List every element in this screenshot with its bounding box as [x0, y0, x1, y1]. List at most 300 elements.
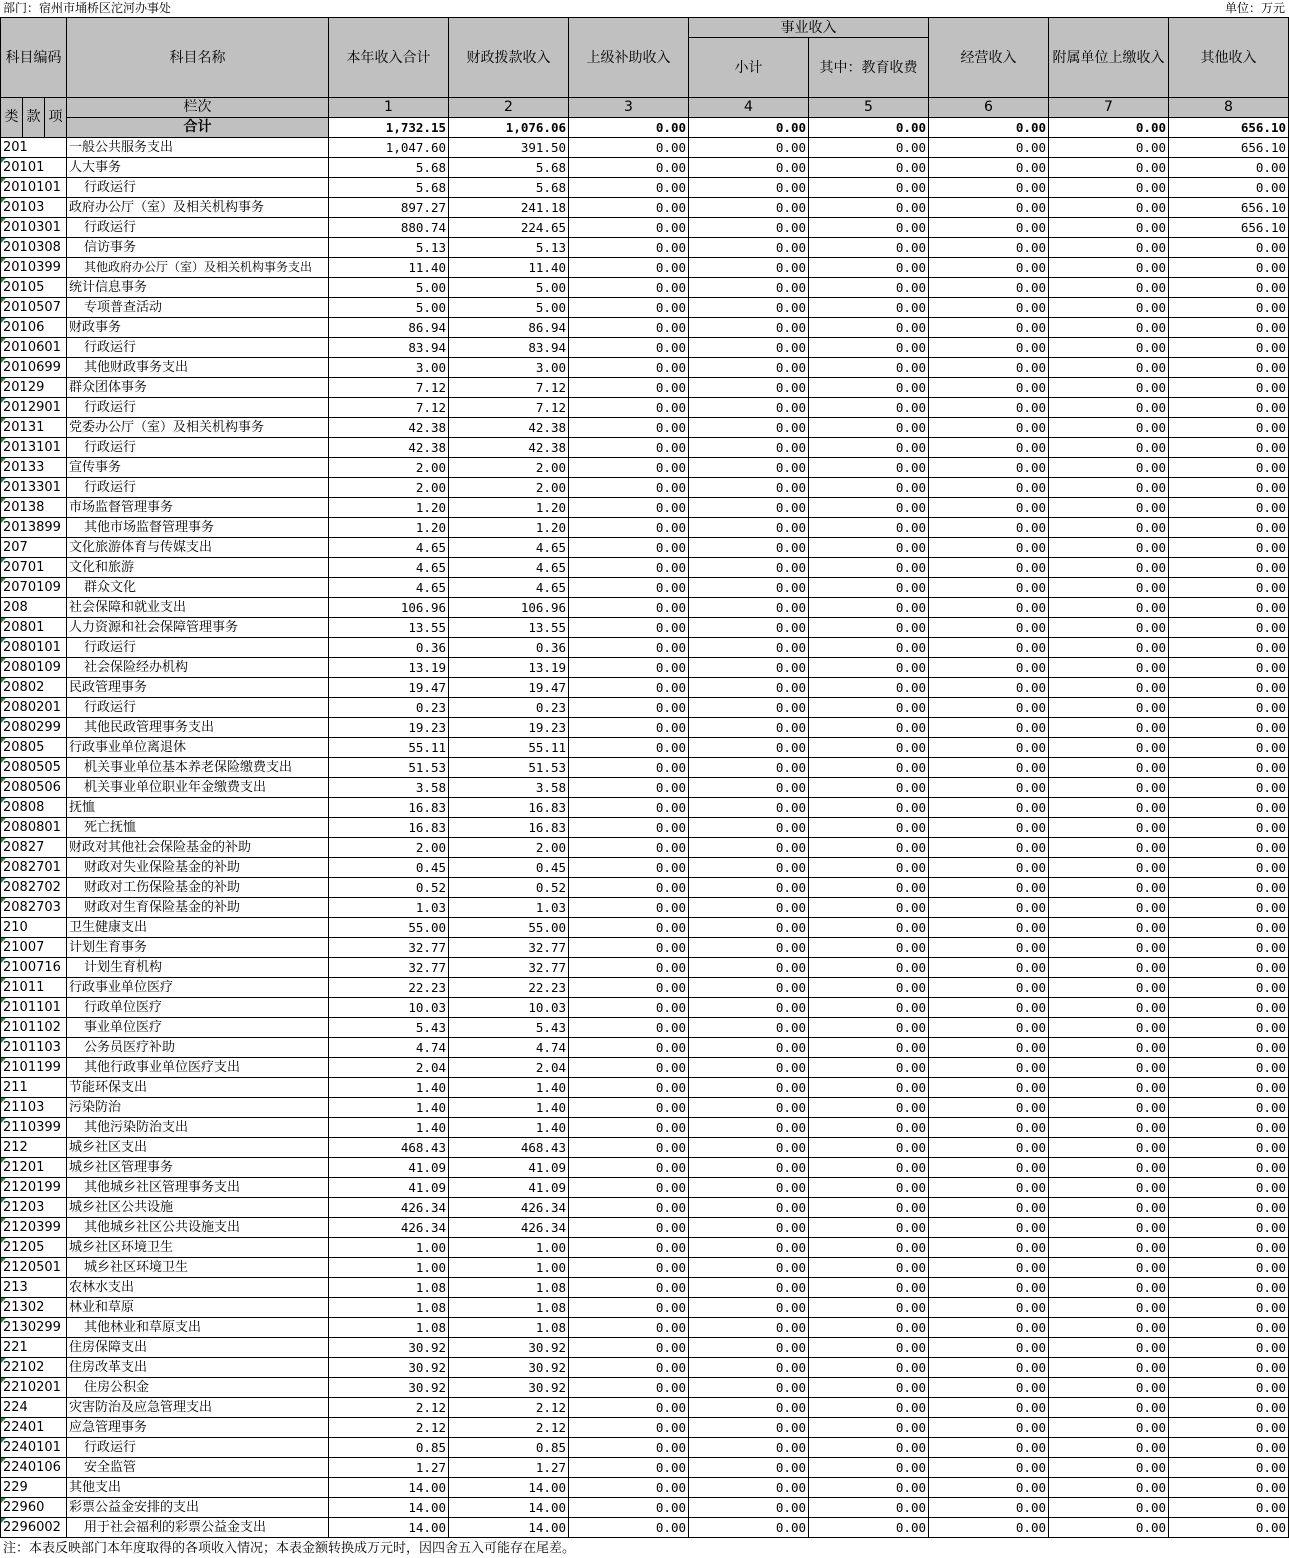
row-name: 行政运行 [67, 218, 329, 238]
row-value: 0.00 [689, 1338, 809, 1358]
table-row [1, 938, 1289, 958]
row-value: 0.00 [929, 1118, 1049, 1138]
row-value: 1.00 [329, 1258, 449, 1278]
row-code: 207 [1, 538, 67, 558]
row-value: 0.00 [1049, 718, 1169, 738]
row-value: 42.38 [449, 438, 569, 458]
row-value: 0.00 [1169, 1218, 1289, 1238]
row-value: 0.00 [1049, 1158, 1169, 1178]
row-value: 0.00 [1049, 1118, 1169, 1138]
row-value: 0.00 [569, 218, 689, 238]
table-row [1, 638, 1289, 658]
row-code: 2082701 [1, 858, 67, 878]
row-value: 0.00 [1049, 458, 1169, 478]
table-row [1, 958, 1289, 978]
row-value: 5.68 [329, 178, 449, 198]
row-value: 0.00 [929, 398, 1049, 418]
row-value: 16.83 [449, 798, 569, 818]
row-code: 2070109 [1, 578, 67, 598]
header-subtotal: 小计 [689, 38, 809, 98]
row-value: 0.00 [689, 698, 809, 718]
row-value: 32.77 [329, 958, 449, 978]
row-value: 0.00 [689, 1218, 809, 1238]
row-value: 0.00 [929, 1518, 1049, 1538]
row-value: 0.00 [689, 318, 809, 338]
row-value: 0.00 [1169, 1238, 1289, 1258]
row-value: 0.00 [1169, 1058, 1289, 1078]
row-code: 2080299 [1, 718, 67, 738]
table-row [1, 578, 1289, 598]
row-name: 信访事务 [67, 238, 329, 258]
row-value: 0.00 [929, 198, 1049, 218]
row-value: 0.00 [809, 1378, 929, 1398]
row-value: 0.00 [929, 278, 1049, 298]
row-value: 0.00 [1169, 438, 1289, 458]
row-value: 0.00 [689, 798, 809, 818]
row-code: 2010308 [1, 238, 67, 258]
row-code: 2101102 [1, 1018, 67, 1038]
row-value: 0.00 [929, 658, 1049, 678]
row-name: 其他城乡社区公共设施支出 [67, 1218, 329, 1238]
row-value: 55.11 [329, 738, 449, 758]
row-value: 42.38 [329, 438, 449, 458]
row-value: 0.00 [809, 198, 929, 218]
row-code: 20105 [1, 278, 67, 298]
row-value: 0.00 [689, 758, 809, 778]
row-value: 1.40 [449, 1098, 569, 1118]
row-value: 0.00 [929, 1478, 1049, 1498]
row-name: 事业单位医疗 [67, 1018, 329, 1038]
row-value: 0.00 [569, 978, 689, 998]
row-value: 0.00 [1169, 658, 1289, 678]
col-num: 3 [569, 98, 689, 118]
row-value: 0.00 [569, 518, 689, 538]
row-value: 0.00 [689, 878, 809, 898]
row-value: 0.00 [1169, 258, 1289, 278]
row-value: 0.00 [569, 678, 689, 698]
row-name: 公务员医疗补助 [67, 1038, 329, 1058]
row-value: 0.00 [569, 1318, 689, 1338]
row-value: 0.00 [809, 138, 929, 158]
row-name: 财政对工伤保险基金的补助 [67, 878, 329, 898]
row-value: 0.00 [929, 518, 1049, 538]
table-row [1, 1258, 1289, 1278]
row-value: 0.00 [1049, 418, 1169, 438]
row-value: 426.34 [449, 1218, 569, 1238]
row-value: 0.00 [569, 458, 689, 478]
row-code: 2120501 [1, 1258, 67, 1278]
row-code: 21201 [1, 1158, 67, 1178]
row-value: 0.00 [929, 1498, 1049, 1518]
row-value: 7.12 [329, 398, 449, 418]
row-name: 计划生育机构 [67, 958, 329, 978]
row-value: 51.53 [329, 758, 449, 778]
row-name: 城乡社区环境卫生 [67, 1258, 329, 1278]
row-value: 0.00 [809, 558, 929, 578]
row-value: 1.40 [449, 1078, 569, 1098]
row-value: 2.00 [329, 478, 449, 498]
row-value: 0.00 [1049, 1458, 1169, 1478]
row-value: 0.00 [689, 1018, 809, 1038]
row-value: 41.09 [449, 1178, 569, 1198]
row-value: 1.08 [449, 1278, 569, 1298]
row-code: 22960 [1, 1498, 67, 1518]
row-code: 212 [1, 1138, 67, 1158]
header-code: 科目编码 [1, 18, 67, 98]
row-name: 财政事务 [67, 318, 329, 338]
row-code: 21103 [1, 1098, 67, 1118]
row-value: 0.00 [809, 1098, 929, 1118]
row-value: 0.00 [1169, 1178, 1289, 1198]
row-code: 21205 [1, 1238, 67, 1258]
row-value: 0.00 [689, 1438, 809, 1458]
row-value: 0.00 [929, 418, 1049, 438]
table-row [1, 898, 1289, 918]
row-value: 0.00 [1049, 1138, 1169, 1158]
row-value: 0.00 [689, 378, 809, 398]
row-code: 20827 [1, 838, 67, 858]
row-name: 党委办公厅（室）及相关机构事务 [67, 418, 329, 438]
row-value: 0.00 [1049, 1298, 1169, 1318]
row-code: 2010507 [1, 298, 67, 318]
row-value: 0.00 [569, 1078, 689, 1098]
row-value: 0.00 [689, 1098, 809, 1118]
row-code: 224 [1, 1398, 67, 1418]
row-code: 2010699 [1, 358, 67, 378]
row-code: 2010301 [1, 218, 67, 238]
row-value: 0.00 [809, 1298, 929, 1318]
row-name: 行政运行 [67, 398, 329, 418]
row-value: 0.00 [689, 1358, 809, 1378]
row-value: 0.00 [689, 538, 809, 558]
row-value: 426.34 [449, 1198, 569, 1218]
row-value: 0.00 [929, 438, 1049, 458]
row-value: 0.00 [1049, 1478, 1169, 1498]
row-name: 行政运行 [67, 478, 329, 498]
row-value: 0.36 [329, 638, 449, 658]
row-value: 0.00 [569, 1058, 689, 1078]
row-value: 22.23 [329, 978, 449, 998]
row-value: 0.00 [809, 858, 929, 878]
row-value: 0.00 [689, 1458, 809, 1478]
row-code: 21011 [1, 978, 67, 998]
row-value: 0.00 [809, 538, 929, 558]
row-value: 1.03 [329, 898, 449, 918]
row-value: 391.50 [449, 138, 569, 158]
table-row [1, 878, 1289, 898]
row-value: 0.00 [689, 858, 809, 878]
row-value: 0.00 [809, 1198, 929, 1218]
row-value: 0.00 [569, 398, 689, 418]
row-value: 0.00 [569, 178, 689, 198]
row-code: 2240101 [1, 1438, 67, 1458]
row-value: 0.00 [689, 658, 809, 678]
row-value: 0.00 [569, 358, 689, 378]
table-row [1, 758, 1289, 778]
row-value: 0.00 [1169, 458, 1289, 478]
row-value: 0.00 [1049, 238, 1169, 258]
row-value: 0.00 [689, 1198, 809, 1218]
row-value: 0.00 [809, 778, 929, 798]
row-value: 14.00 [449, 1498, 569, 1518]
table-row [1, 518, 1289, 538]
row-value: 0.00 [569, 578, 689, 598]
row-value: 0.00 [569, 1378, 689, 1398]
row-code: 20103 [1, 198, 67, 218]
row-value: 0.00 [689, 438, 809, 458]
table-row [1, 698, 1289, 718]
row-value: 0.00 [569, 418, 689, 438]
row-name: 其他政府办公厅（室）及相关机构事务支出 [67, 258, 329, 278]
row-value: 656.10 [1169, 198, 1289, 218]
row-value: 1.00 [329, 1238, 449, 1258]
header-total: 本年收入合计 [329, 18, 449, 98]
row-value: 0.00 [569, 998, 689, 1018]
table-row [1, 1298, 1289, 1318]
row-value: 0.00 [1169, 978, 1289, 998]
row-name: 其他民政管理事务支出 [67, 718, 329, 738]
row-code: 2130299 [1, 1318, 67, 1338]
row-name: 死亡抚恤 [67, 818, 329, 838]
row-value: 0.00 [1049, 658, 1169, 678]
table-row [1, 1238, 1289, 1258]
row-value: 0.00 [809, 1398, 929, 1418]
row-value: 32.77 [329, 938, 449, 958]
row-value: 0.00 [689, 498, 809, 518]
row-value: 0.00 [1169, 938, 1289, 958]
row-name: 计划生育事务 [67, 938, 329, 958]
row-value: 0.00 [569, 298, 689, 318]
row-value: 0.00 [809, 678, 929, 698]
table-row [1, 738, 1289, 758]
row-value: 224.65 [449, 218, 569, 238]
row-value: 5.43 [449, 1018, 569, 1038]
row-value: 0.00 [1049, 898, 1169, 918]
row-value: 0.00 [1049, 538, 1169, 558]
row-value: 2.00 [449, 458, 569, 478]
table-row [1, 1218, 1289, 1238]
row-value: 14.00 [329, 1518, 449, 1538]
header-superior: 上级补助收入 [569, 18, 689, 98]
row-value: 0.00 [809, 378, 929, 398]
row-code: 21302 [1, 1298, 67, 1318]
row-value: 0.00 [809, 358, 929, 378]
total-value: 0.00 [809, 118, 929, 138]
table-row [1, 1138, 1289, 1158]
row-value: 0.00 [689, 1518, 809, 1538]
row-value: 0.00 [1049, 738, 1169, 758]
row-code: 2120199 [1, 1178, 67, 1198]
row-value: 0.00 [1169, 558, 1289, 578]
row-value: 0.00 [689, 1138, 809, 1158]
row-name: 住房改革支出 [67, 1358, 329, 1378]
row-value: 0.00 [569, 1038, 689, 1058]
row-value: 0.00 [1169, 858, 1289, 878]
row-code: 2010399 [1, 258, 67, 278]
row-value: 0.00 [929, 538, 1049, 558]
row-code: 2210201 [1, 1378, 67, 1398]
row-value: 0.00 [1049, 158, 1169, 178]
row-code: 211 [1, 1078, 67, 1098]
row-value: 0.00 [689, 198, 809, 218]
footnote: 注：本表反映部门本年度取得的各项收入情况；本表金额转换成万元时，因四舍五入可能存在尾差。 [3, 1541, 576, 1556]
row-name: 城乡社区公共设施 [67, 1198, 329, 1218]
row-code: 22102 [1, 1358, 67, 1378]
row-value: 13.55 [329, 618, 449, 638]
row-value: 1.40 [449, 1118, 569, 1138]
row-value: 0.00 [1169, 1258, 1289, 1278]
row-value: 4.65 [449, 578, 569, 598]
header-lei: 类 [1, 98, 23, 138]
row-value: 0.00 [1049, 1518, 1169, 1538]
header-affiliated: 附属单位上缴收入 [1049, 18, 1169, 98]
row-value: 0.00 [689, 238, 809, 258]
row-value: 0.00 [569, 278, 689, 298]
row-value: 0.00 [929, 598, 1049, 618]
row-value: 0.00 [1169, 358, 1289, 378]
row-value: 0.00 [569, 238, 689, 258]
row-name: 文化旅游体育与传媒支出 [67, 538, 329, 558]
row-value: 0.00 [1169, 1098, 1289, 1118]
row-code: 2080201 [1, 698, 67, 718]
row-value: 0.00 [929, 978, 1049, 998]
row-value: 1.40 [329, 1118, 449, 1138]
row-value: 11.40 [449, 258, 569, 278]
row-value: 1.27 [329, 1458, 449, 1478]
row-value: 0.00 [929, 618, 1049, 638]
row-value: 0.00 [689, 1498, 809, 1518]
row-value: 0.00 [689, 778, 809, 798]
row-value: 86.94 [449, 318, 569, 338]
row-value: 0.00 [929, 678, 1049, 698]
row-value: 5.00 [449, 298, 569, 318]
row-value: 0.00 [1049, 998, 1169, 1018]
row-value: 0.00 [569, 538, 689, 558]
unit-label: 单位：万元 [1224, 1, 1285, 15]
row-value: 0.00 [809, 1078, 929, 1098]
row-value: 0.00 [929, 218, 1049, 238]
row-value: 0.00 [1169, 1358, 1289, 1378]
row-value: 0.00 [809, 658, 929, 678]
row-value: 14.00 [449, 1478, 569, 1498]
row-value: 0.00 [809, 1358, 929, 1378]
row-name: 群众团体事务 [67, 378, 329, 398]
row-value: 0.00 [569, 1498, 689, 1518]
row-value: 0.00 [809, 1278, 929, 1298]
row-value: 0.00 [689, 1298, 809, 1318]
row-value: 0.00 [569, 898, 689, 918]
row-value: 0.00 [1169, 618, 1289, 638]
row-value: 0.00 [809, 438, 929, 458]
table-row [1, 278, 1289, 298]
row-value: 0.00 [569, 818, 689, 838]
row-value: 0.00 [1049, 1238, 1169, 1258]
row-value: 5.13 [449, 238, 569, 258]
row-value: 0.00 [689, 1178, 809, 1198]
row-value: 468.43 [449, 1138, 569, 1158]
row-value: 656.10 [1169, 138, 1289, 158]
row-value: 0.00 [809, 1478, 929, 1498]
row-value: 13.19 [449, 658, 569, 678]
table-row [1, 198, 1289, 218]
row-value: 0.00 [1049, 858, 1169, 878]
row-name: 其他行政事业单位医疗支出 [67, 1058, 329, 1078]
row-value: 0.00 [1049, 1398, 1169, 1418]
row-value: 14.00 [329, 1478, 449, 1498]
row-value: 2.12 [449, 1418, 569, 1438]
row-value: 0.00 [1169, 1478, 1289, 1498]
row-value: 0.00 [689, 818, 809, 838]
row-value: 83.94 [449, 338, 569, 358]
row-value: 0.00 [1169, 1078, 1289, 1098]
row-value: 1.20 [449, 498, 569, 518]
row-value: 0.00 [929, 1218, 1049, 1238]
row-name: 宣传事务 [67, 458, 329, 478]
row-value: 468.43 [329, 1138, 449, 1158]
row-value: 0.00 [689, 298, 809, 318]
row-value: 0.00 [1169, 638, 1289, 658]
table-row [1, 318, 1289, 338]
row-value: 0.00 [689, 278, 809, 298]
table-row [1, 1158, 1289, 1178]
row-name: 城乡社区管理事务 [67, 1158, 329, 1178]
row-value: 0.00 [929, 1158, 1049, 1178]
row-value: 0.00 [809, 1338, 929, 1358]
row-name: 其他市场监督管理事务 [67, 518, 329, 538]
row-value: 0.00 [689, 978, 809, 998]
row-value: 1.03 [449, 898, 569, 918]
row-value: 0.00 [1169, 898, 1289, 918]
row-value: 0.00 [929, 738, 1049, 758]
row-value: 0.00 [689, 458, 809, 478]
row-code: 2080801 [1, 818, 67, 838]
row-value: 241.18 [449, 198, 569, 218]
table-row [1, 378, 1289, 398]
row-value: 7.12 [329, 378, 449, 398]
row-name: 财政对失业保险基金的补助 [67, 858, 329, 878]
row-name: 行政事业单位医疗 [67, 978, 329, 998]
row-value: 19.47 [329, 678, 449, 698]
row-value: 0.00 [809, 478, 929, 498]
row-value: 4.65 [329, 558, 449, 578]
table-row [1, 998, 1289, 1018]
row-value: 13.19 [329, 658, 449, 678]
row-value: 5.13 [329, 238, 449, 258]
row-value: 0.00 [1169, 998, 1289, 1018]
row-value: 0.00 [1169, 1278, 1289, 1298]
row-value: 0.00 [689, 598, 809, 618]
row-value: 0.00 [569, 1398, 689, 1418]
row-value: 0.00 [1049, 218, 1169, 238]
row-code: 20129 [1, 378, 67, 398]
total-value: 0.00 [569, 118, 689, 138]
row-value: 0.00 [809, 1138, 929, 1158]
row-value: 0.00 [689, 418, 809, 438]
row-value: 0.00 [569, 498, 689, 518]
row-value: 0.00 [929, 1178, 1049, 1198]
row-value: 0.00 [569, 618, 689, 638]
row-value: 0.00 [1169, 178, 1289, 198]
row-value: 41.09 [449, 1158, 569, 1178]
row-value: 0.00 [569, 1198, 689, 1218]
row-value: 19.23 [449, 718, 569, 738]
row-value: 0.00 [689, 998, 809, 1018]
row-value: 0.00 [929, 458, 1049, 478]
row-value: 30.92 [449, 1338, 569, 1358]
row-value: 0.00 [809, 178, 929, 198]
row-value: 1.08 [329, 1278, 449, 1298]
row-value: 0.00 [689, 158, 809, 178]
